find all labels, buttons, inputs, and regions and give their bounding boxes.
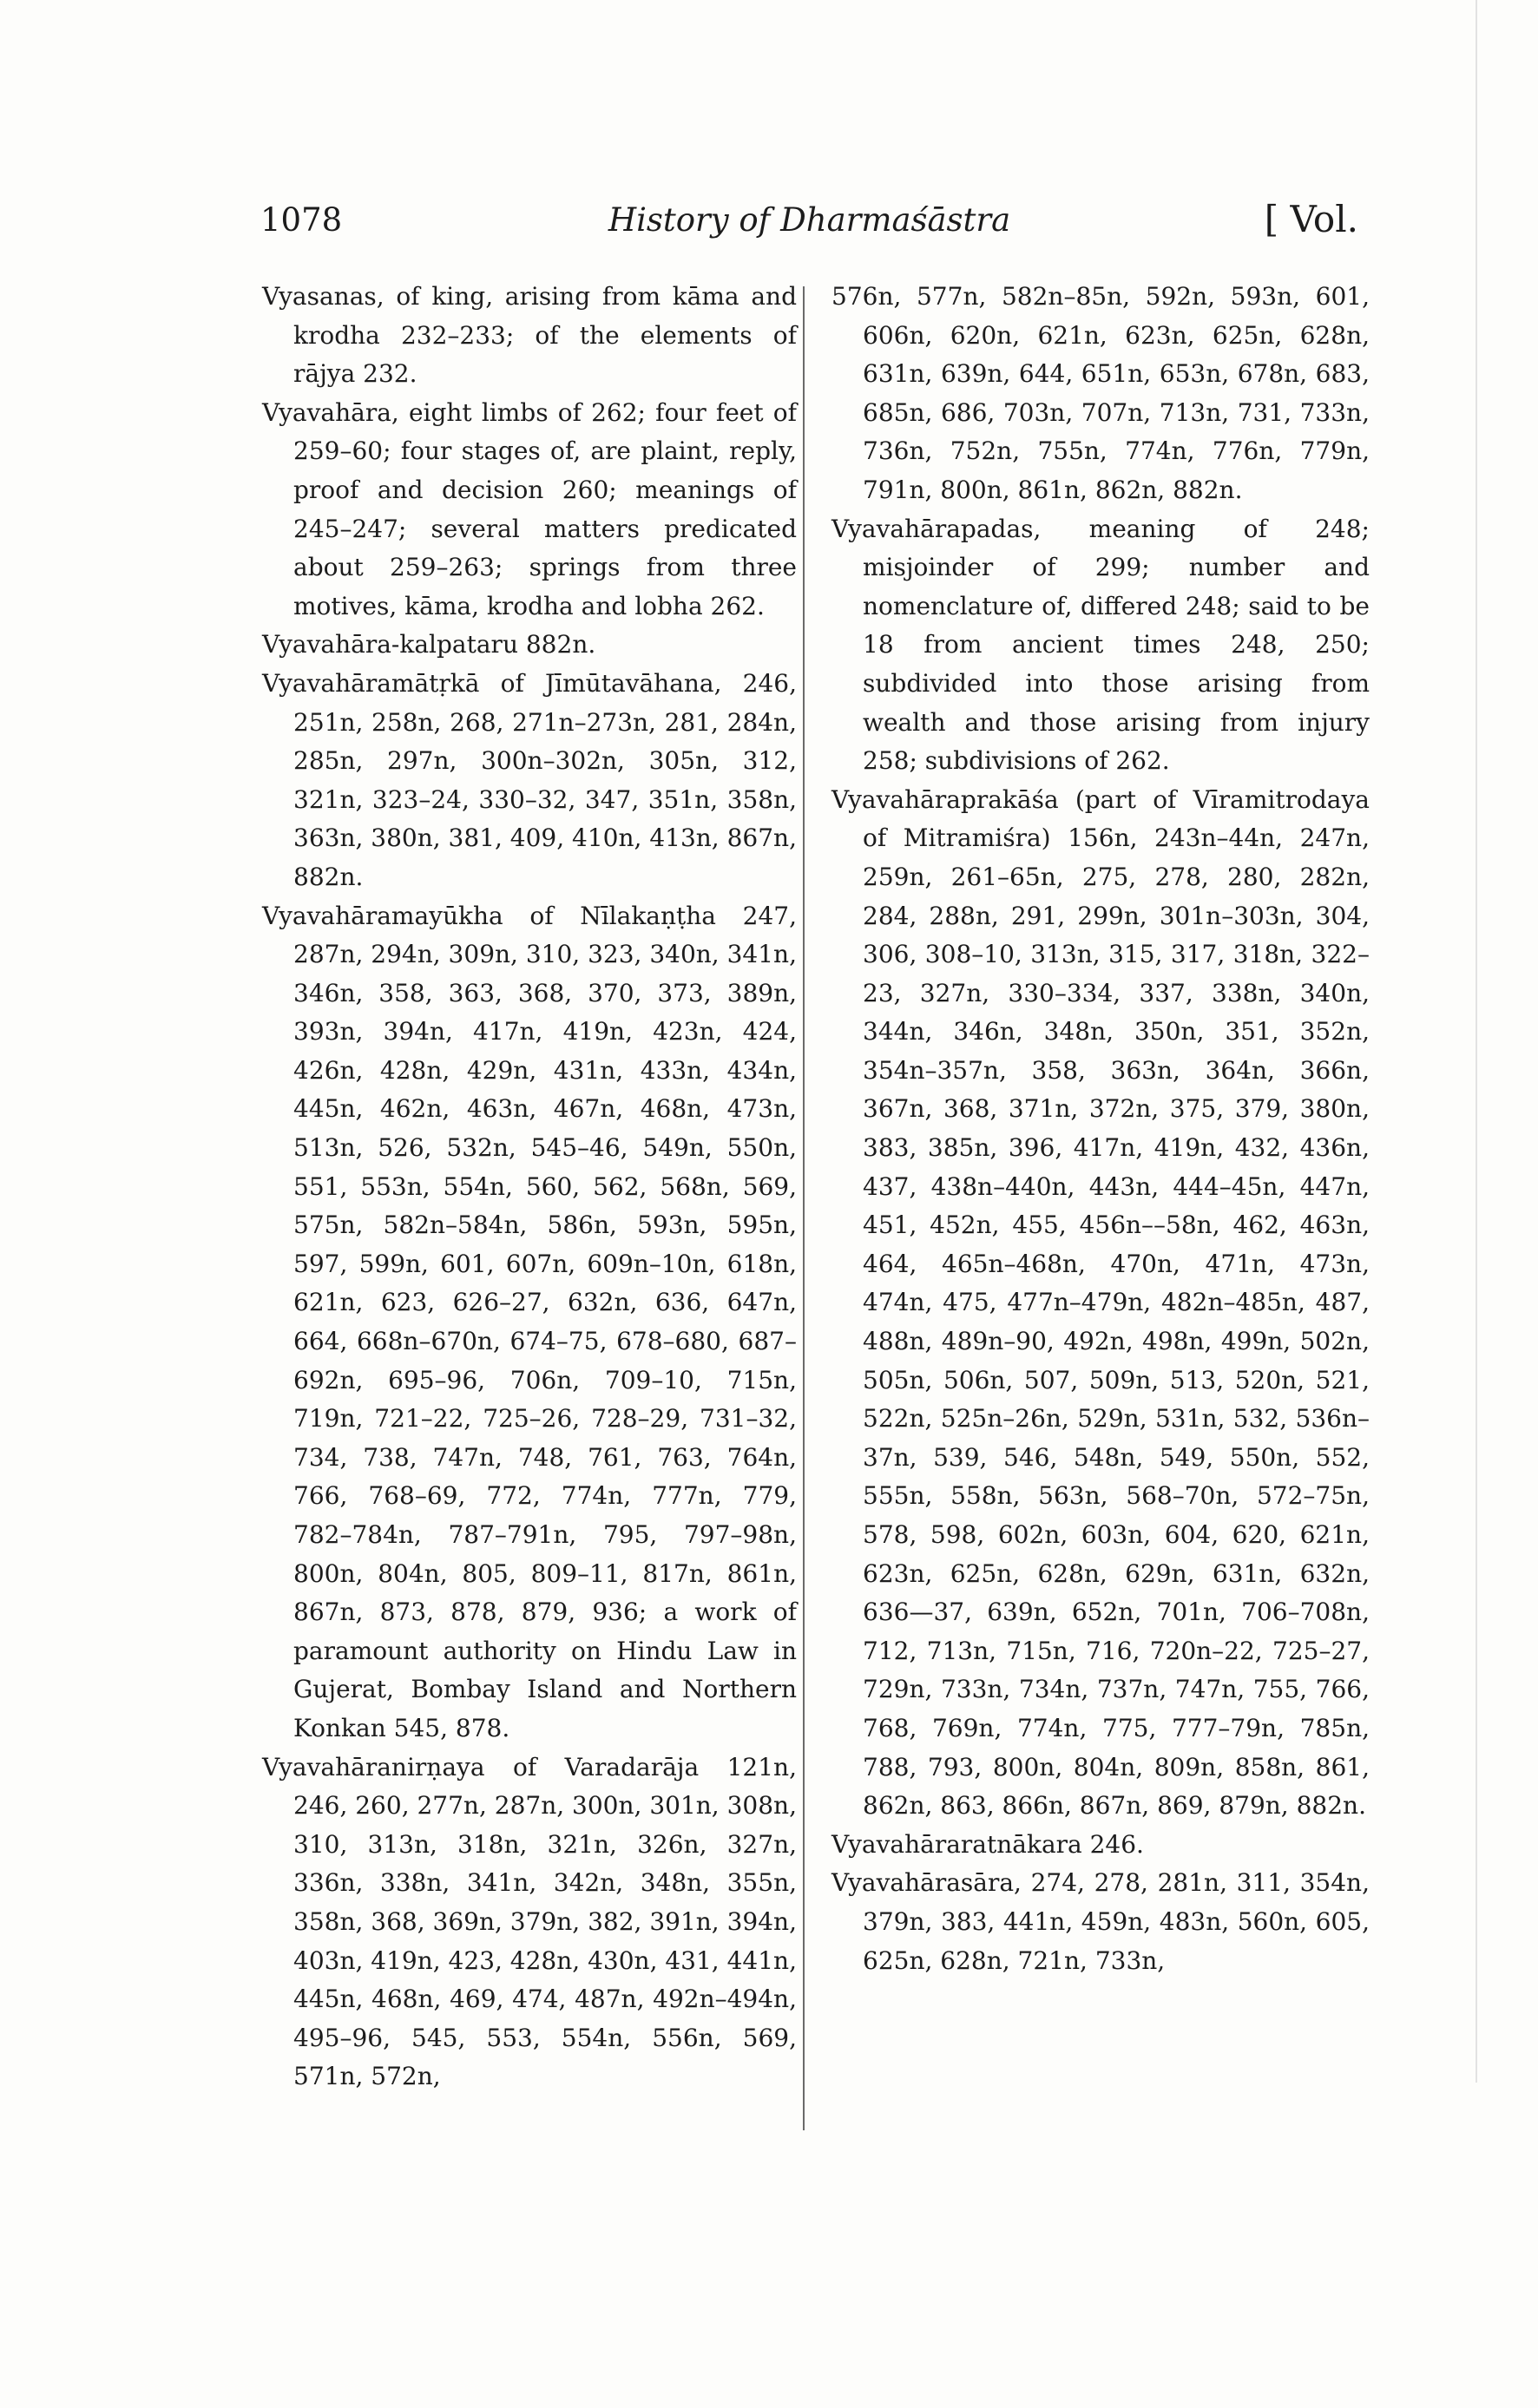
index-entry-continuation: 576n, 577n, 582n–85n, 592n, 593n, 601, 606n, 620n, 621n, 623n, 625n, 628n, 631n, 639n, 644, 651n, 653n, 678n, 683, 685n, 686, 703n, 707n, 713n, 731, 733n, 736n, 752n, 755n, 774n, 776n, 779n, 791n, 800n, 861n, 862n, 882n. (831, 282, 1370, 504)
running-title: History of Dharmaśāstra (608, 201, 1011, 239)
page-edge-line (1476, 0, 1477, 2083)
volume-mark: [ Vol. (1264, 198, 1358, 240)
index-entry: Vyavahāramayūkha of Nīlakaṇṭha 247, 287n, 294n, 309n, 310, 323, 340n, 341n, 346n, 358, 363, 368, 370, 373, 389n, 393n, 394n, 417n, 419n, 423n, 424, 426n, 428n, 429n, 431n, 433n, 434n, 445n, 462n, 463n, 467n, 468n, 473n, 513n, 526, 532n, 545–46, 549n, 550n, 551, 553n, 554n, 560, 562, 568n, 569, 575n, 582n–584n, 586n, 593n, 595n, 597, 599n, 601, 607n, 609n–10n, 618n, 621n, 623, 626–27, 632n, 636, 647n, 664, 668n–670n, 674–75, 678–680, 687–692n, 695–96, 706n, 709–10, 715n, 719n, 721–22, 725–26, 728–29, 731–32, 734, 738, 747n, 748, 761, 763, 764n, 766, 768–69, 772, 774n, 777n, 779, 782–784n, 787–791n, 795, 797–98n, 800n, 804n, 805, 809–11, 817n, 861n, 867n, 873, 878, 879, 936; a work of paramount authority on Hindu Law in Gujerat, Bombay Island and Northern Konkan 545, 878. (262, 901, 797, 1742)
column-divider (803, 286, 805, 2130)
index-entry: Vyavahāra-kalpataru 882n. (262, 630, 596, 659)
index-entry: Vyavahāra, eight limbs of 262; four feet of 259–60; four stages of, are plaint, reply, proof and decision 260; meanings of 245–247; several matters predicated about 259–263; springs from three motives, kāma, krodha and lobha 262. (262, 397, 797, 620)
index-entry: Vyasanas, of king, arising from kāma and krodha 232–233; of the elements of rājya 232. (262, 282, 797, 389)
index-entry: Vyavahāramātṛkā of Jīmūtavāhana, 246, 251n, 258n, 268, 271n–273n, 281, 284n, 285n, 297n, 300n–302n, 305n, 312, 321n, 323–24, 330–32, 347, 351n, 358n, 363n, 380n, 381, 409, 410n, 413n, 867n, 882n. (262, 668, 797, 891)
index-entry: Vyavahārasāra, 274, 278, 281n, 311, 354n, 379n, 383, 441n, 459n, 483n, 560n, 605, 625n, 628n, 721n, 733n, (831, 1868, 1370, 1975)
page-header (260, 198, 1358, 250)
index-entry: Vyavahāranirṇaya of Varadarāja 121n, 246, 260, 277n, 287n, 300n, 301n, 308n, 310, 313n, 318n, 321n, 326n, 327n, 336n, 338n, 341n, 342n, 348n, 355n, 358n, 368, 369n, 379n, 382, 391n, 394n, 403n, 419n, 423, 428n, 430n, 431, 441n, 445n, 468n, 469, 474, 487n, 492n–494n, 495–96, 545, 553, 554n, 556n, 569, 571n, 572n, (262, 1752, 797, 2091)
index-entry: Vyavahāraratnākara 246. (831, 1829, 1144, 1859)
index-entry: Vyavahārapadas, meaning of 248; misjoinder of 299; number and nomenclature of, differed 248; said to be 18 from ancient times 248, 250; subdivided into those arising from wealth and those arising from injury 258; subdivisions of 262. (831, 514, 1370, 776)
index-entry: Vyavahāraprakāśa (part of Vīramitrodaya of Mitramiśra) 156n, 243n–44n, 247n, 259n, 261–65n, 275, 278, 280, 282n, 284, 288n, 291, 299n, 301n–303n, 304, 306, 308–10, 313n, 315, 317, 318n, 322–23, 327n, 330–334, 337, 338n, 340n, 344n, 346n, 348n, 350n, 351, 352n, 354n–357n, 358, 363n, 364n, 366n, 367n, 368, 371n, 372n, 375, 379, 380n, 383, 385n, 396, 417n, 419n, 432, 436n, 437, 438n–440n, 443n, 444–45n, 447n, 451, 452n, 455, 456n––58n, 462, 463n, 464, 465n–468n, 470n, 471n, 473n, 474n, 475, 477n–479n, 482n–485n, 487, 488n, 489n–90, 492n, 498n, 499n, 502n, 505n, 506n, 507, 509n, 513, 520n, 521, 522n, 525n–26n, 529n, 531n, 532, 536n–37n, 539, 546, 548n, 549, 550n, 552, 555n, 558n, 563n, 568–70n, 572–75n, 578, 598, 602n, 603n, 604, 620, 621n, 623n, 625n, 628n, 629n, 631n, 632n, 636—37, 639n, 652n, 701n, 706–708n, 712, 713n, 715n, 716, 720n–22, 725–27, 729n, 733n, 734n, 737n, 747n, 755, 766, 768, 769n, 774n, 775, 777–79n, 785n, 788, 793, 800n, 804n, 809n, 858n, 861, 862n, 863, 866n, 867n, 869, 879n, 882n. (831, 784, 1370, 1821)
page-number: 1078 (260, 201, 343, 239)
right-column (831, 278, 1370, 1980)
left-column (262, 278, 797, 2096)
